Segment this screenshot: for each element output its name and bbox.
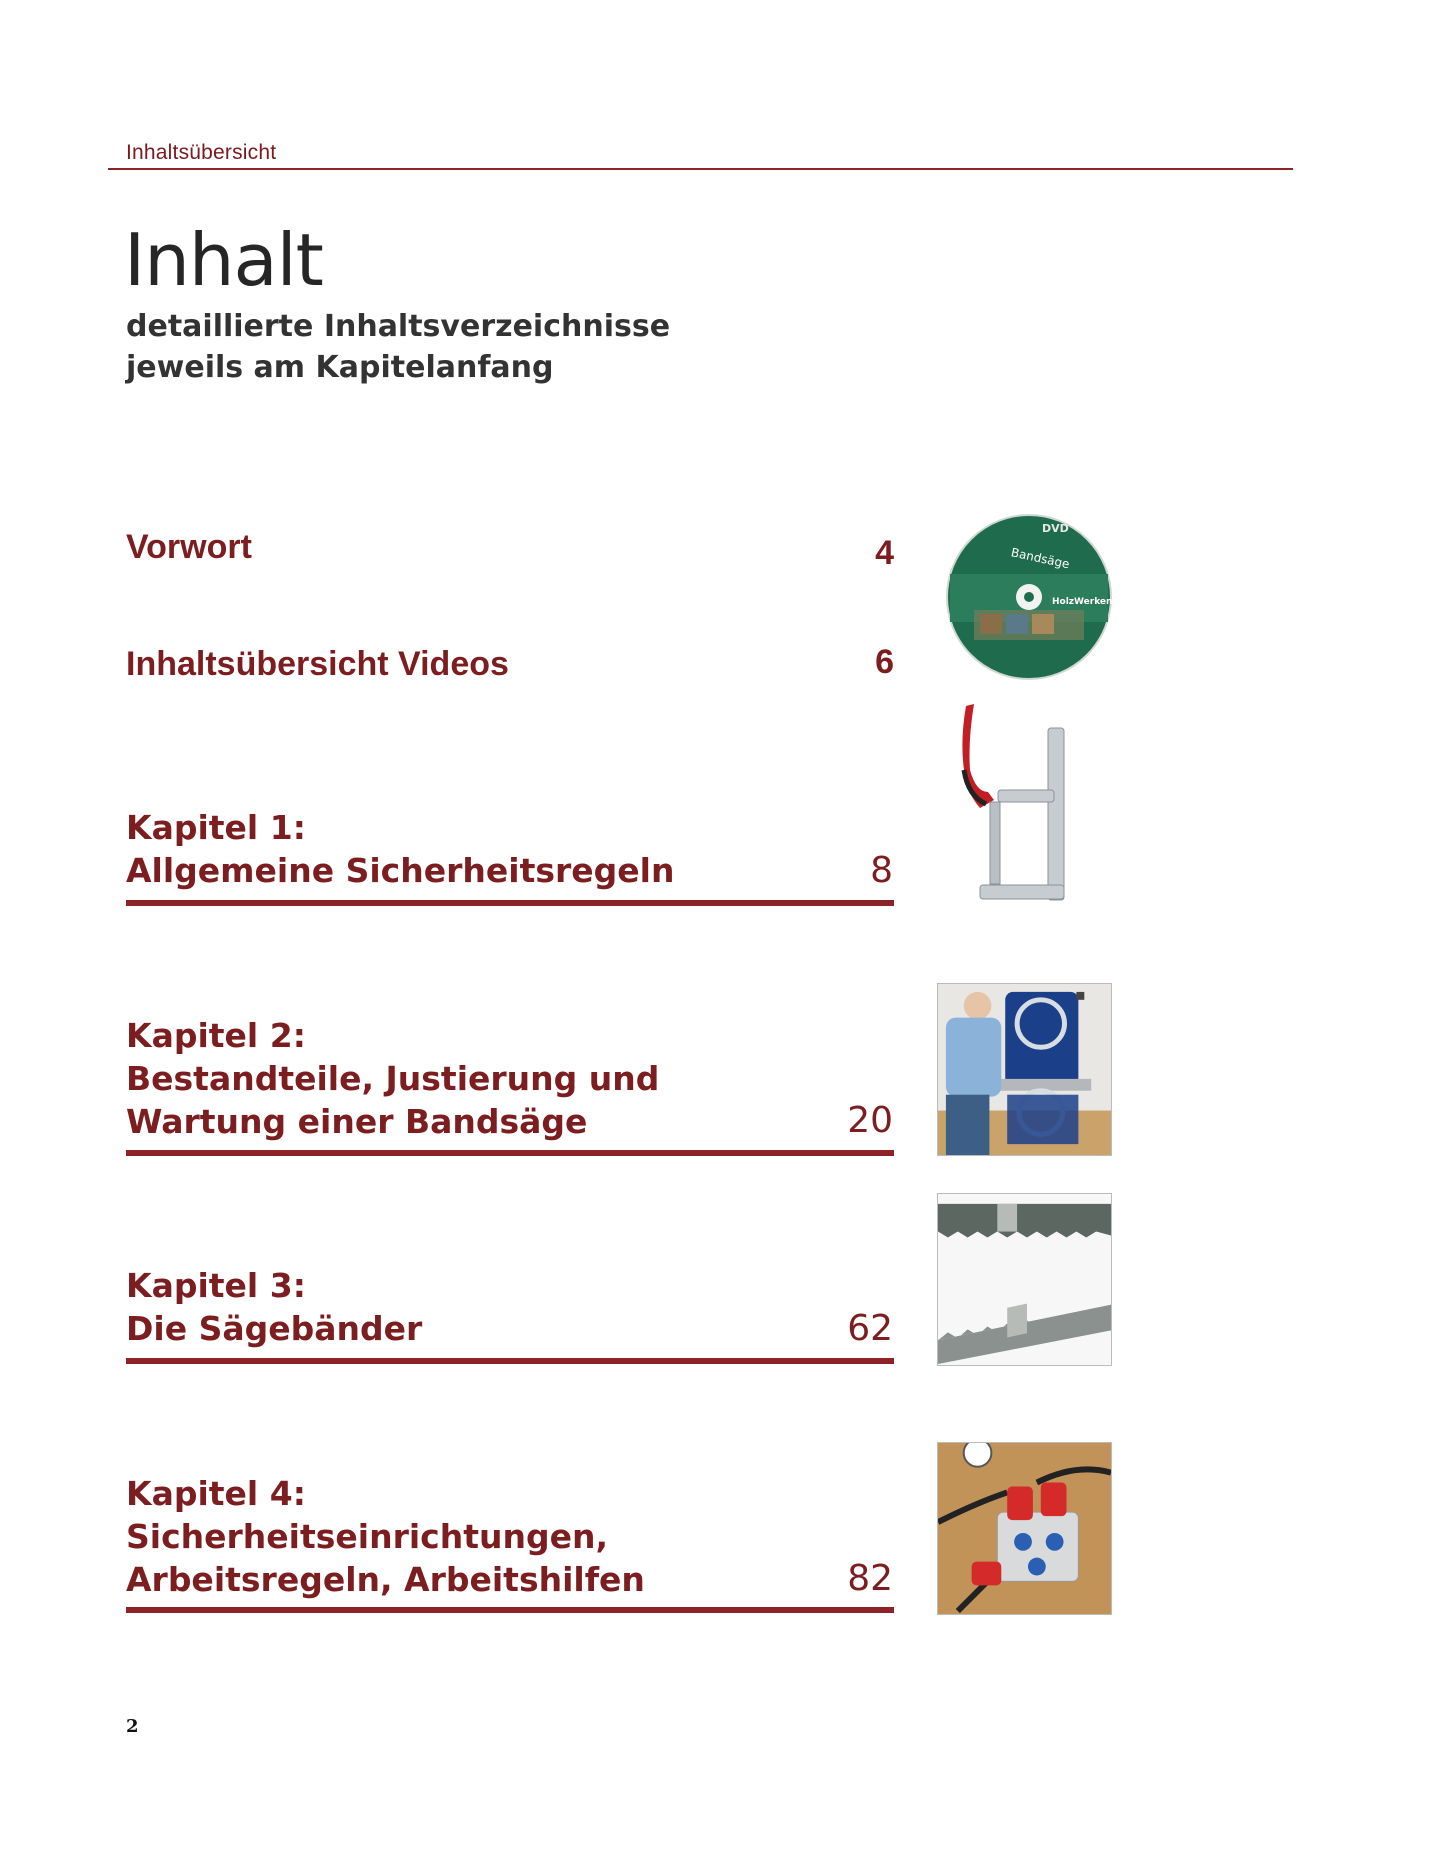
chapter-divider [126,1607,894,1613]
dvd-disc-image [944,512,1114,682]
toc-page-vorwort: 4 [875,534,894,572]
power-distributor-photo [937,1442,1112,1615]
toc-page-videos: 6 [875,643,894,681]
chapter-page-number: 20 [847,1100,893,1141]
chapter-title-line: Die Sägebänder [126,1309,423,1348]
chapter-page-number: 82 [847,1558,893,1599]
chapter-heading: Kapitel 3: [126,1266,306,1305]
chapter-title-line: Bestandteile, Justierung und [126,1059,660,1098]
subtitle-line-1: detaillierte Inhaltsverzeichnisse [126,309,671,344]
page-title: Inhalt [124,218,323,302]
chapter-title-line: Sicherheitseinrichtungen, [126,1517,609,1556]
chapter-title-line: Wartung einer Bandsäge [126,1102,588,1141]
page-number: 2 [126,1716,139,1737]
toc-entry-vorwort[interactable]: Vorwort [126,528,252,566]
chapter-divider [126,900,894,906]
dvd-title-text: Bandsäge [1009,545,1071,572]
chapter-page-number: 62 [847,1308,893,1349]
saw-blade-photo [937,1193,1112,1366]
bandsaw-photo [937,983,1112,1156]
dvd-top-label: DVD [1042,522,1069,535]
page-subtitle [126,306,670,388]
chapter-title-line: Arbeitsregeln, Arbeitshilfen [126,1560,645,1599]
chapter-title-line: Allgemeine Sicherheitsregeln [126,851,675,890]
chapter-heading: Kapitel 2: [126,1016,306,1055]
subtitle-line-2: jeweils am Kapitelanfang [126,350,554,385]
clamp-image [950,700,1090,910]
dvd-brand-text: HolzWerken [1052,597,1113,607]
toc-entry-videos[interactable]: Inhaltsübersicht Videos [126,645,509,683]
chapter-divider [126,1358,894,1364]
header-divider [108,168,1293,170]
chapter-heading: Kapitel 1: [126,808,306,847]
running-header: Inhaltsübersicht [126,141,277,164]
chapter-page-number: 8 [870,850,893,891]
chapter-divider [126,1150,894,1156]
chapter-heading: Kapitel 4: [126,1474,306,1513]
